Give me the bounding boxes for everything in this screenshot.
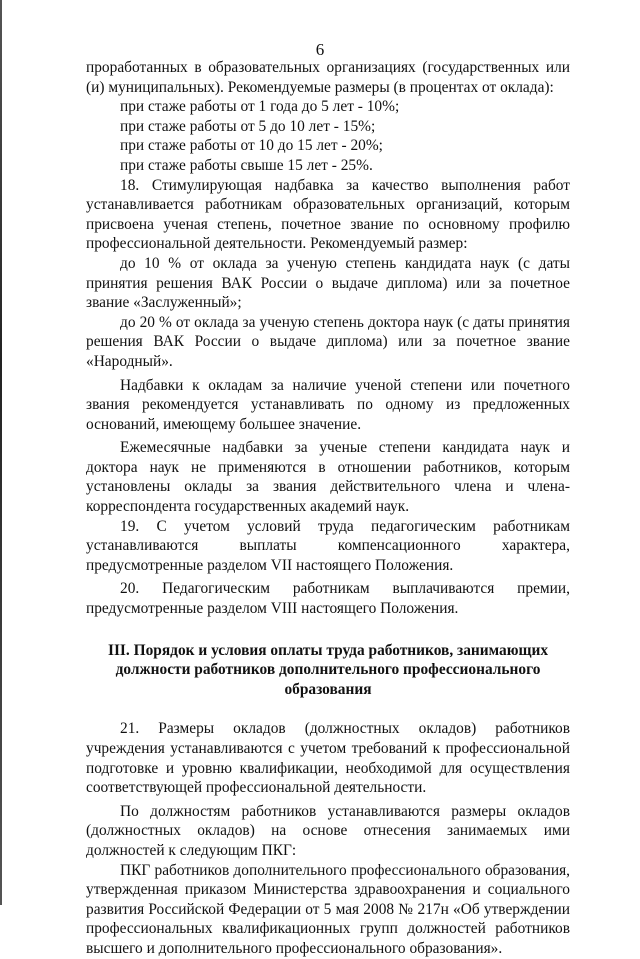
- paragraph-20: 20. Педагогическим работникам выплачиваются премии, предусмотренные разделом VIII настоящего Положения.: [86, 580, 570, 618]
- list-item: при стаже работы от 5 до 10 лет - 15%;: [120, 117, 376, 135]
- paragraph: По должностям работников устанавливаются размеры окладов (должностных окладов) на основе отнесения занимаемых ими должностей к следующим ПКГ:: [86, 802, 570, 859]
- paragraph-19: 19. С учетом условий труда педагогическим работникам устанавливаются выплаты компенсационного характера, предусмотренные разделом VII настоящего Положения.: [86, 517, 570, 574]
- paragraph-21: 21. Размеры окладов (должностных окладов) работников учреждения устанавливаются с учетом требований к профессиональной подготовке и уровню квалификации, необходимой для осуществления соответствующей профессиональной деятельности.: [86, 720, 570, 797]
- list-item: при стаже работы свыше 15 лет - 25%.: [120, 156, 373, 174]
- list-item: до 10 % от оклада за ученую степень кандидата наук (с даты принятия решения ВАК России о выдаче диплома) или за почетное звание «Заслуженный»;: [86, 254, 570, 312]
- paragraph: Ежемесячные надбавки за ученые степени кандидата наук и доктора наук не применяются в отношении работников, которым установлены оклады за звания действительного члена и члена-корреспондента государственных академий наук.: [86, 439, 570, 516]
- paragraph-18: 18. Стимулирующая надбавка за качество выполнения работ устанавливается работникам образовательных организаций, которым присвоена ученая степень, почетное звание по основному профилю профессиональной деятельности. Рекомендуемый размер:: [86, 176, 570, 253]
- scan-edge: [0, 0, 2, 905]
- paragraph-continuation: проработанных в образовательных организациях (государственных или (и) муниципальных). Рекомендуемые размеры (в процентах от оклада):: [86, 59, 570, 96]
- paragraph: ПКГ работников дополнительного профессионального образования, утвержденная приказом Министерства здравоохранения и социального развития Российской Федерации от 5 мая 2008 № 217н «Об утверждении профессиональных квалификационных групп должностей работников высшего и дополнительного профессионального образования».: [86, 861, 570, 957]
- document-body: [86, 58, 570, 959]
- list-item: при стаже работы от 1 года до 5 лет - 10%;: [120, 98, 400, 116]
- section-heading: III. Порядок и условия оплаты труда работников, занимающих должности работников дополнительного профессионального образования: [107, 641, 549, 698]
- list-item: при стаже работы от 10 до 15 лет - 20%;: [120, 137, 383, 155]
- page-number: 6: [315, 40, 325, 59]
- list-item: до 20 % от оклада за ученую степень доктора наук (с даты принятия решения ВАК России о выдаче диплома) или за почетное звание «Народный».: [86, 313, 570, 370]
- paragraph: Надбавки к окладам за наличие ученой степени или почетного звания рекомендуется устанавливать по одному из предложенных оснований, имеющему большее значение.: [86, 376, 570, 433]
